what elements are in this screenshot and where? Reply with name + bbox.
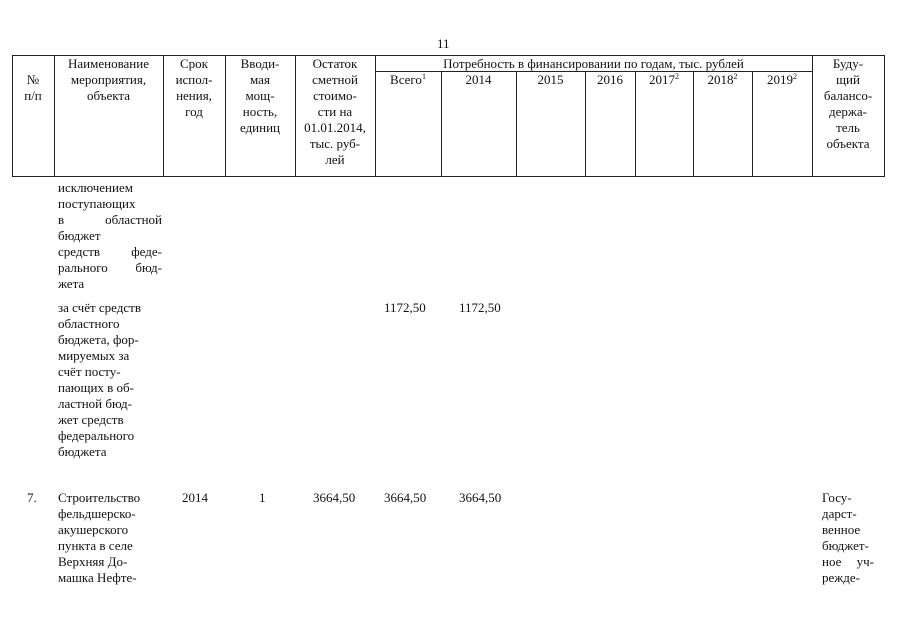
header-year-2019: 2019$^2$ [767,72,797,87]
header-bottom-border [12,176,885,177]
header-col-term: Срок испол- нения, год [175,56,213,119]
header-col-name: Наименование мероприятия, объекта [68,56,149,103]
row7-total: 3664,50 [384,490,427,505]
continued-row-2014: 1172,50 [459,300,501,315]
header-col-balance: Остаток сметной стоимо- сти на 01.01.2014, тыс. руб- лей [304,56,366,167]
page-number: 11 [437,36,450,51]
continued-row-name-part1: исключением поступающих в областной бюджет средств феде- рального бюд- жета [58,180,162,291]
header-funding-title: Потребность в финансировании по годам, тыс. рублей [443,56,744,71]
header-year-2014: 2014 [465,72,492,87]
row7-capacity: 1 [259,490,266,505]
header-year-2018: 2018$^2$ [707,72,738,87]
row7-2014: 3664,50 [459,490,502,505]
header-year-2017: 2017$^2$ [649,72,679,87]
header-year-total: Всего$^1$ [390,72,426,87]
header-col-holder: Буду- щий балансо- держа- тель объекта [823,56,873,151]
header-year-2015: 2015 [537,72,564,87]
row7-number: 7. [27,490,37,505]
header-col-capacity: Вводи- мая мощ- ность, единиц [239,56,281,135]
header-col-number: № п/п [24,72,42,103]
continued-row-total: 1172,50 [384,300,426,315]
col-border [884,55,885,177]
table-header [0,0,905,180]
header-year-2016: 2016 [597,72,623,87]
continued-row-name-part2: за счёт средств областного бюджета, фор- мируемых за счёт посту- пающих в об- ластной бюд- жет средств федерального бюджета [58,300,141,459]
row7-holder: Госу- дарст- венное бюджет- ное уч- режде- [822,490,874,585]
row7-balance: 3664,50 [313,490,356,505]
row7-name: Строительство фельдшерско- акушерского пункта в селе Верхняя До- машка Нефте- [58,490,141,585]
row7-term: 2014 [182,490,208,505]
